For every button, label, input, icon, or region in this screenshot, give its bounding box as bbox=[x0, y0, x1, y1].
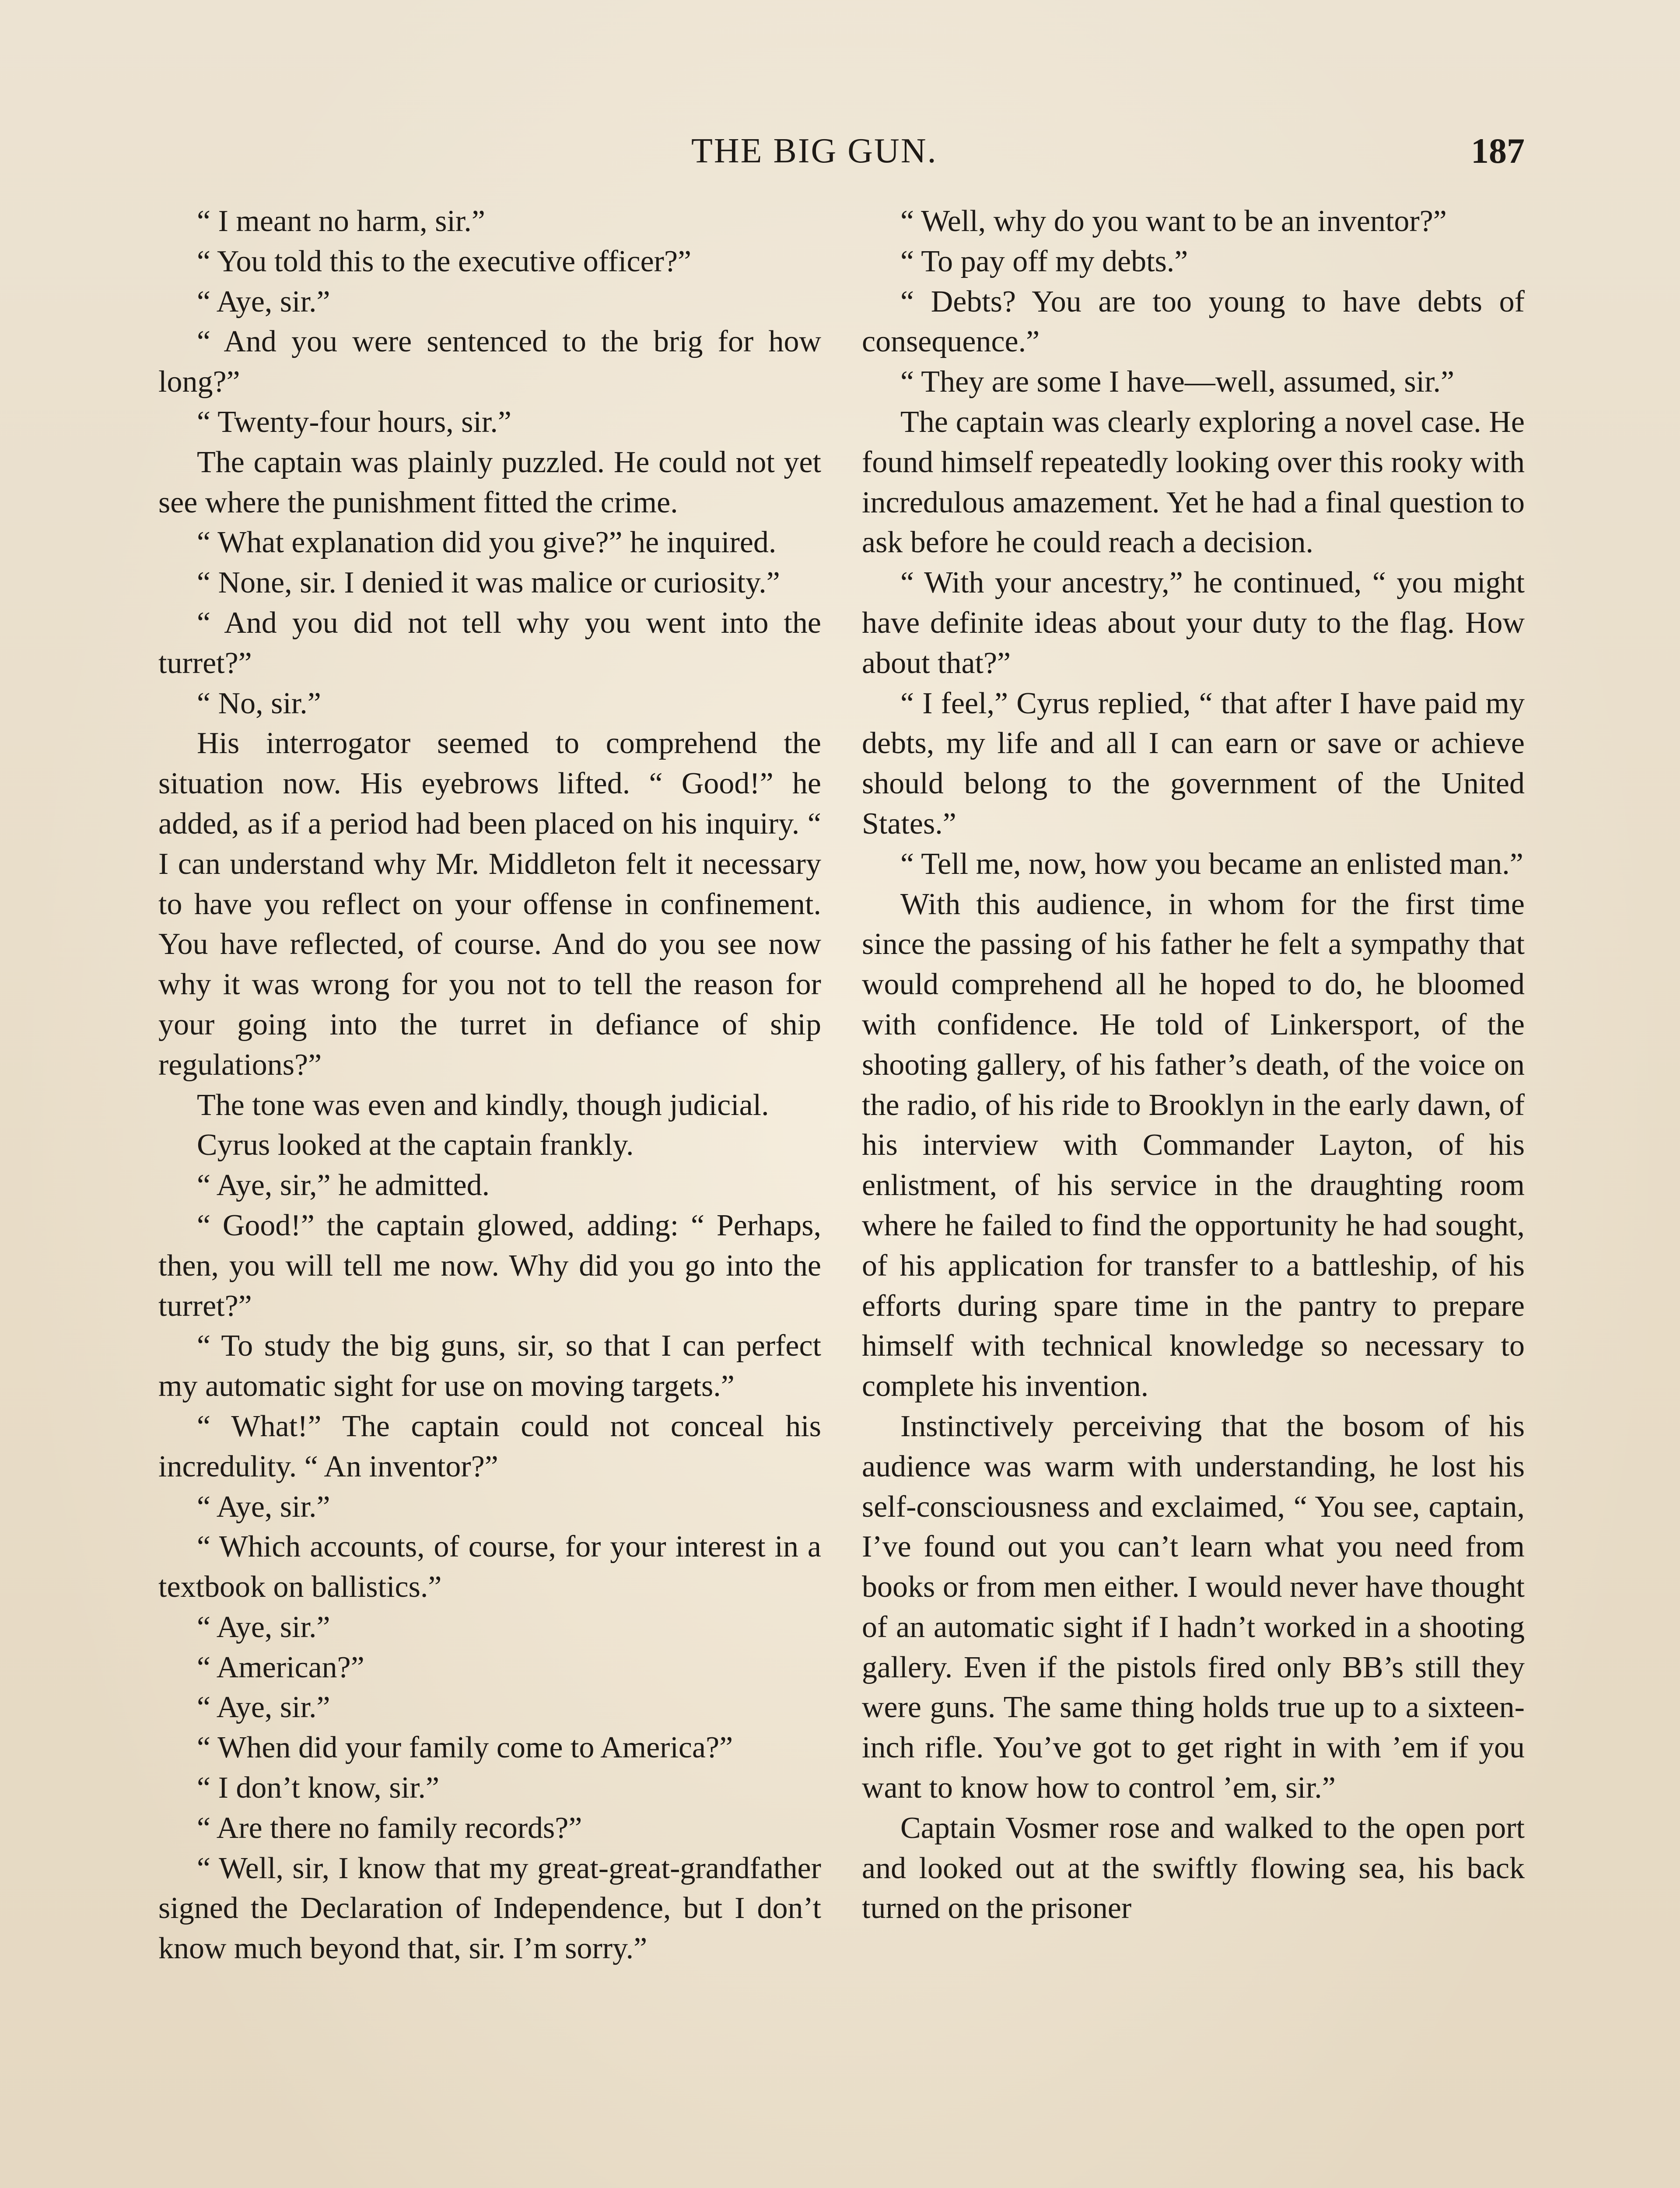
paragraph: “ They are some I have—well, assumed, sir.” bbox=[900, 365, 1455, 399]
paragraph: Instinctively perceiving that the bosom of his audience was warm with understanding, he lost his self-consciousness and exclaimed, “ You see, captain, I’ve found out you can’t learn what you need from books or from men either. I would never have thought of an automatic sight if I hadn’t worked in a shooting gallery. Even if the pistols fired only BB’s still they were guns. The same thing holds true up to a sixteen-inch rifle. You’ve got to get right in with ’em if you want to know how to control ’em, sir.” bbox=[862, 1409, 1525, 1805]
paragraph: “ Are there no family records?” bbox=[197, 1811, 582, 1845]
paragraph: “ You told this to the executive officer?” bbox=[197, 244, 692, 278]
paragraph: “ Aye, sir.” bbox=[197, 1610, 330, 1644]
paragraph: “ Good!” the captain glowed, adding: “ Perhaps, then, you will tell me now. Why did you go into the turret?” bbox=[158, 1208, 821, 1323]
paragraph: “ None, sir. I denied it was malice or curiosity.” bbox=[197, 566, 780, 600]
paragraph: “ Well, sir, I know that my great-great-grandfather signed the Declaration of Independence, but I don’t know much beyond that, sir. I’m sorry.” bbox=[158, 1851, 821, 1966]
paragraph: “ When did your family come to America?” bbox=[197, 1731, 733, 1765]
running-head: THE BIG GUN. bbox=[691, 132, 938, 170]
paragraph: “ I don’t know, sir.” bbox=[197, 1771, 440, 1805]
paragraph: “ Tell me, now, how you became an enlisted man.” bbox=[900, 847, 1523, 881]
paragraph: “ Aye, sir.” bbox=[197, 284, 330, 319]
paragraph: “ Debts? You are too young to have debts of consequence.” bbox=[862, 284, 1525, 359]
paragraph: “ With your ancestry,” he continued, “ you might have definite ideas about your duty to the flag. How about that?” bbox=[862, 566, 1525, 680]
paragraph: With this audience, in whom for the first time since the passing of his father he felt a sympathy that would comprehend all he hoped to do, he bloomed with confidence. He told of Linkersport, of the shooting gallery, of his father’s death, of the voice on the radio, of his ride to Brooklyn in the early dawn, of his interview with Commander Layton, of his enlistment, of his service in the draughting room where he failed to find the opportunity he had sought, of his application for transfer to a battleship, of his efforts during spare time in the pantry to prepare himself with technical knowledge so necessary to complete his invention. bbox=[862, 887, 1525, 1403]
paragraph: “ And you did not tell why you went into the turret?” bbox=[158, 606, 821, 680]
right-column bbox=[862, 201, 1525, 1929]
paragraph: “ What explanation did you give?” he inquired. bbox=[197, 526, 777, 560]
paragraph: “ I feel,” Cyrus replied, “ that after I have paid my debts, my life and all I can earn or save or achieve should belong to the government of the United States.” bbox=[862, 686, 1525, 841]
paragraph: “ American?” bbox=[197, 1650, 364, 1684]
paragraph: The captain was clearly exploring a novel case. He found himself repeatedly looking over this rooky with incredulous amazement. Yet he had a final question to ask before he could reach a decision. bbox=[862, 405, 1525, 560]
paragraph: Captain Vosmer rose and walked to the open port and looked out at the swiftly flowing sea, his back turned on the prisoner bbox=[862, 1811, 1525, 1925]
paragraph: “ Which accounts, of course, for your interest in a textbook on ballistics.” bbox=[158, 1530, 821, 1604]
paragraph: “ What!” The captain could not conceal his incredulity. “ An inventor?” bbox=[158, 1409, 821, 1483]
paragraph: Cyrus looked at the captain frankly. bbox=[197, 1128, 634, 1162]
paragraph: “ Aye, sir,” he admitted. bbox=[197, 1168, 490, 1203]
paragraph: “ Aye, sir.” bbox=[197, 1690, 330, 1725]
paragraph: The captain was plainly puzzled. He could not yet see where the punishment fitted the crime. bbox=[158, 445, 821, 519]
page-number: 187 bbox=[1471, 131, 1525, 171]
paragraph: His interrogator seemed to comprehend the situation now. His eyebrows lifted. “ Good!” he added, as if a period had been placed on his inquiry. “ I can understand why Mr. Middleton felt it necessary to have you reflect on your offense in confinement. You have reflected, of course. And do you see now why it was wrong for you not to tell the reason for your going into the turret in defiance of ship regulations?” bbox=[158, 726, 821, 1082]
paragraph: “ No, sir.” bbox=[197, 686, 321, 720]
paragraph: “ To study the big guns, sir, so that I can perfect my automatic sight for use on moving targets.” bbox=[158, 1329, 821, 1403]
paragraph: “ Well, why do you want to be an inventor?” bbox=[900, 204, 1447, 238]
paragraph: “ And you were sentenced to the brig for how long?” bbox=[158, 325, 821, 399]
paragraph: “ I meant no harm, sir.” bbox=[197, 204, 485, 238]
paragraph: The tone was even and kindly, though judicial. bbox=[197, 1088, 769, 1122]
paragraph: “ Aye, sir.” bbox=[197, 1490, 330, 1524]
paragraph: “ Twenty-four hours, sir.” bbox=[197, 405, 511, 439]
paragraph: “ To pay off my debts.” bbox=[900, 244, 1188, 278]
left-column bbox=[158, 201, 821, 1969]
